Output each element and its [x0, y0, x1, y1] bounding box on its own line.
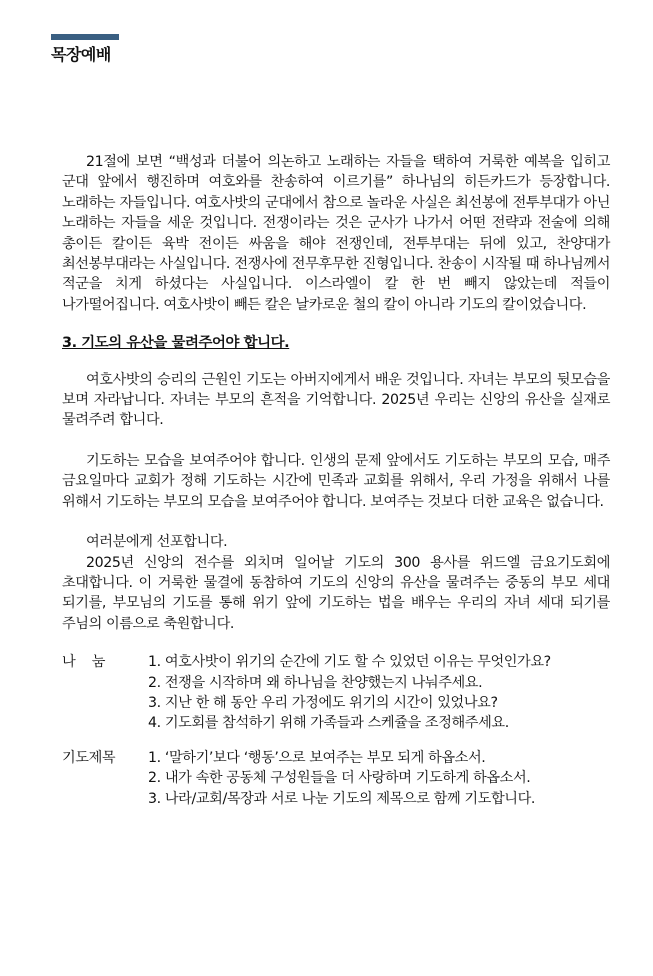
declaration-intro: 여러분에게 선포합니다. — [86, 534, 228, 551]
paragraph: 21절에 보면 “백성과 더불어 의논하고 노래하는 자들을 택하여 거룩한 예복을 입히고 군대 앞에서 행진하며 여호와를 찬송하여 이르기를” 하나님의 히든카드가 등장합니다. 노래하는 자들입니다. 여호사밧의 군대에서 참으로 놀라운 사실은 최선봉에 전투부대가 아닌 노래하는 자들을 세운 것입니다. 전쟁이라는 것은 군사가 나가서 어떤 전략과 전술에 의해 총이든 칼이든 육박 전이든 싸움을 해야 전쟁인데, 전투부대는 뒤에 있고, 찬양대가 최선봉부대라는 사실입니다. 전쟁사에 전무후무한 진형입니다. 찬송이 시작될 때 하나님께서 적군을 치게 하셨다는 사실입니다. 이스라엘이 칼 한 번 빼지 않았는데 적들이 나가떨어집니다. 여호사밧이 빼든 칼은 날카로운 철의 칼이 아니라 기도의 칼이었습니다. — [62, 154, 610, 313]
list-item: 3. 나라/교회/목장과 서로 나눈 기도의 제목으로 함께 기도합니다. — [148, 790, 536, 807]
prayer-list — [148, 748, 610, 809]
header-accent-bar — [51, 34, 119, 40]
prayer-label: 기도제목 — [62, 749, 116, 766]
paragraph: 여호사밧의 승리의 근원인 기도는 아버지에게서 배운 것입니다. 자녀는 부모의 뒷모습을 보며 자라납니다. 자녀는 부모의 흔적을 기억합니다. 2025년 우리는 신앙의 유산을 실재로 물려주려 합니다. — [62, 371, 610, 429]
list-item: 1. 여호사밧이 위기의 순간에 기도 할 수 있었던 이유는 무엇인가요? — [148, 654, 551, 671]
section-heading: 3. 기도의 유산을 물려주어야 합니다. — [62, 335, 290, 352]
page-header — [51, 34, 119, 65]
paragraph: 기도하는 모습을 보여주어야 합니다. 인생의 문제 앞에서도 기도하는 부모의 모습, 매주 금요일마다 교회가 정해 기도하는 시간에 민족과 교회를 위해서, 우리 가정을 위해서 나를 위해서 기도하는 부모의 모습을 보여주어야 합니다. 보여주는 것보다 더한 교육은 없습니다. — [62, 452, 610, 510]
sharing-section — [62, 652, 610, 734]
sharing-label: 나 눔 — [62, 654, 106, 671]
sharing-list — [148, 652, 610, 734]
list-item: 4. 기도회를 참석하기 위해 가족들과 스케쥴을 조정해주세요. — [148, 715, 509, 732]
sermon-body — [62, 152, 610, 809]
list-item: 1. ‘말하기’보다 ‘행동’으로 보여주는 부모 되게 하옵소서. — [148, 749, 486, 766]
prayer-section — [62, 748, 610, 809]
header-title: 목장예배 — [51, 45, 111, 64]
list-item: 2. 내가 속한 공동체 구성원들을 더 사랑하며 기도하게 하옵소서. — [148, 770, 531, 787]
declaration-paragraph: 2025년 신앙의 전수를 외치며 일어날 기도의 300 용사를 위드엘 금요기도회에 초대합니다. 이 거룩한 물결에 동참하여 기도의 신앙의 유산을 물려주는 중동의 부모 세대 되기를, 부모님의 기도를 통해 위기 앞에 기도하는 법을 배우는 우리의 자녀 세대 되기를 주님의 이름으로 축원합니다. — [62, 554, 610, 632]
list-item: 2. 전쟁을 시작하며 왜 하나님을 찬양했는지 나눠주세요. — [148, 674, 483, 691]
list-item: 3. 지난 한 해 동안 우리 가정에도 위기의 시간이 있었나요? — [148, 694, 498, 711]
